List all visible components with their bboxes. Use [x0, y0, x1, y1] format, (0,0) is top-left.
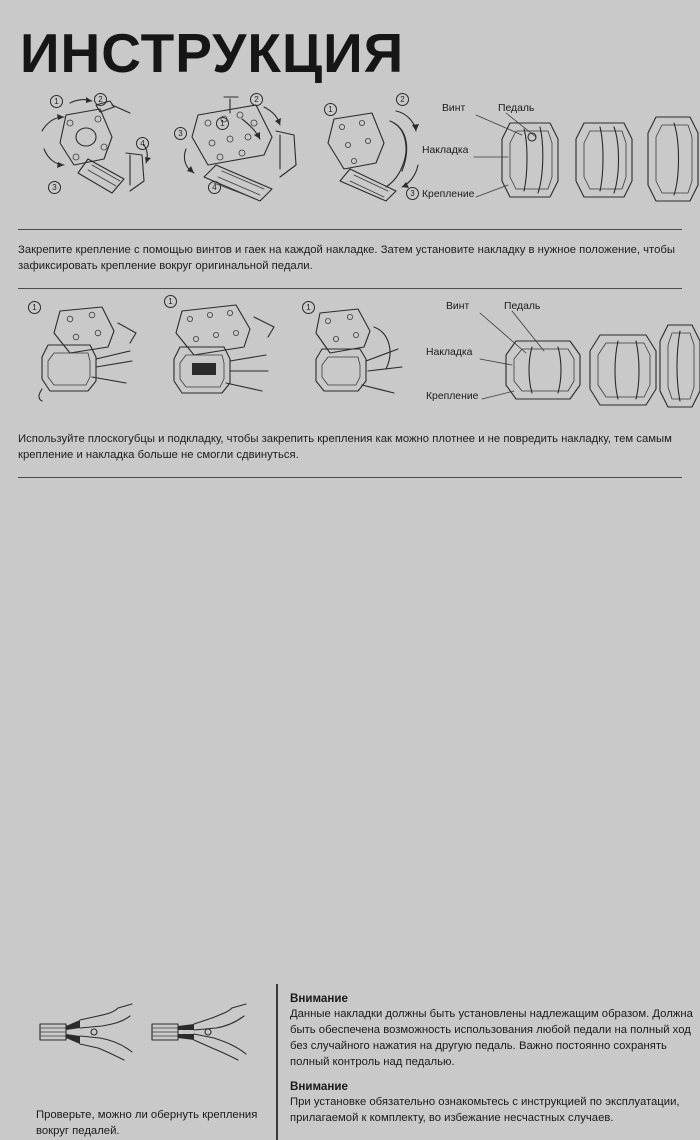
warning-2-heading: Внимание	[290, 1080, 348, 1094]
section-3-caption: Проверьте, можно ли обернуть крепления вокруг педалей.	[36, 1109, 258, 1138]
step-number-4: 4	[136, 137, 149, 150]
step-number-2c: 2	[396, 93, 409, 106]
callout-mount-2: Крепление	[426, 391, 479, 403]
figure-2b	[158, 297, 288, 406]
step-number-3: 3	[48, 181, 61, 194]
step-number-1c: 1	[324, 103, 337, 116]
callout-pad: Накладка	[422, 145, 469, 156]
step-number-2b: 2	[250, 93, 263, 106]
warning-1-text: Данные накладки должны быть установлены надлежащим образом. Должна быть обеспечена возможность использования любой педали на полный ход без случайного нажатия на другую педаль. Важно постоянно сохранять полный контроль над педалью.	[290, 1008, 693, 1069]
step-number-3c: 3	[406, 187, 419, 200]
figure-1c	[310, 95, 430, 203]
callout-pad-2: Накладка	[426, 347, 473, 359]
step-number-2: 2	[94, 93, 107, 106]
figure-1a-drawing	[26, 93, 156, 203]
divider-1	[18, 288, 682, 289]
pliers-right-drawing	[148, 1002, 258, 1064]
section-2-caption: Используйте плоскогубцы и подкладку, чтобы закрепить крепления как можно плотнее и не повредить накладку, тем самым крепление и накладка больше не смогли сдвинуться.	[18, 433, 672, 462]
step-number-2-1: 1	[28, 301, 41, 314]
step-number-2-2: 1	[164, 295, 177, 308]
figure-1b	[168, 93, 308, 203]
step-number-1: 1	[50, 95, 63, 108]
warning-1-heading: Внимание	[290, 992, 348, 1006]
section-2-figures	[18, 297, 682, 417]
figure-1b-drawing	[168, 93, 308, 203]
figure-2d-callouts	[424, 299, 700, 417]
step-number-4b: 4	[208, 181, 221, 194]
divider-2	[18, 477, 682, 478]
step-number-1b: 1	[216, 117, 229, 130]
figure-1a	[26, 93, 156, 203]
step-number-2-3: 1	[302, 301, 315, 314]
figure-2c-drawing	[294, 305, 414, 405]
figure-2b-drawing	[158, 301, 288, 406]
figure-1d-callouts	[424, 93, 700, 213]
callout-screw: Винт	[442, 103, 466, 114]
step-number-3b: 3	[174, 127, 187, 140]
figure-2a-drawing	[26, 301, 151, 406]
callout-mount: Крепление	[422, 189, 475, 200]
divider-top	[18, 229, 682, 230]
pliers-left-drawing	[36, 1002, 146, 1064]
callout-screw-2: Винт	[446, 301, 470, 313]
warning-box	[276, 984, 700, 1140]
figure-2c	[294, 305, 414, 405]
section-1-caption: Закрепите крепление с помощью винтов и гаек на каждой накладке. Затем установите накладку в нужное положение, чтобы зафиксировать крепление вокруг оригинальной педали.	[18, 244, 675, 273]
page-title: ИНСТРУКЦИЯ	[20, 22, 405, 84]
warning-2-text: При установке обязательно ознакомьтесь с инструкцией по эксплуатации, прилагаемой к комплекту, во избежание несчастных случаев.	[290, 1096, 680, 1125]
callout-pedal-2: Педаль	[504, 301, 541, 313]
figure-2a	[26, 301, 151, 406]
section-1	[18, 89, 682, 289]
figure-3a-pliers	[36, 1002, 146, 1064]
section-1-figures	[18, 89, 682, 219]
callout-pedal: Педаль	[498, 103, 535, 114]
section-2	[18, 297, 682, 478]
figure-3b-pliers	[148, 1002, 258, 1064]
